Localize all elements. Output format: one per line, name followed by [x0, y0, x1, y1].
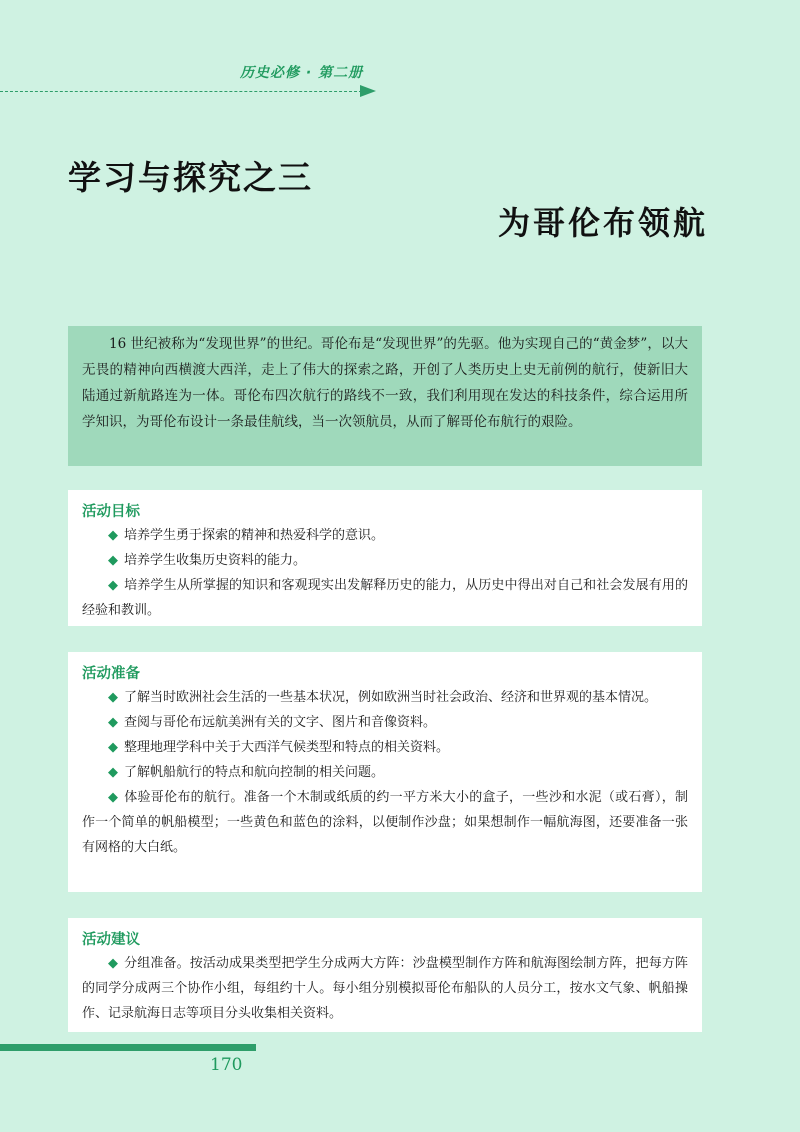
list-item: ◆ 了解当时欧洲社会生活的一些基本状况，例如欧洲当时社会政治、经济和世界观的基本情况。 — [108, 690, 658, 705]
diamond-icon: ◆ — [108, 690, 118, 705]
preparation-panel — [68, 652, 702, 892]
goals-panel — [68, 490, 702, 626]
diamond-icon: ◆ — [108, 790, 119, 805]
footer-bar — [0, 1044, 256, 1051]
diamond-icon: ◆ — [108, 740, 118, 755]
series-title: 学习与探究之三 — [68, 158, 313, 197]
header-dashed-line — [0, 91, 362, 92]
diamond-icon: ◆ — [108, 528, 118, 543]
list-item: ◆ 培养学生勇于探索的精神和热爱科学的意识。 — [108, 528, 385, 543]
goals-title: 活动目标 — [82, 504, 140, 520]
list-item: ◆ 了解帆船航行的特点和航向控制的相关问题。 — [108, 765, 385, 780]
list-item: ◆ 查阅与哥伦布远航美洲有关的文字、图片和音像资料。 — [108, 715, 437, 730]
suggestions-panel — [68, 918, 702, 1032]
page-title: 为哥伦布领航 — [498, 204, 709, 242]
suggestions-title: 活动建议 — [82, 932, 140, 948]
list-item: ◆ 整理地理学科中关于大西洋气候类型和特点的相关资料。 — [108, 740, 450, 755]
diamond-icon: ◆ — [108, 578, 119, 593]
diamond-icon: ◆ — [108, 553, 118, 568]
list-item: ◆ 体验哥伦布的航行。准备一个木制或纸质的约一平方米大小的盒子，一些沙和水泥（或石膏），制作一个简单的帆船模型；一些黄色和蓝色的涂料，以便制作沙盘；如果想制作一幅航海图，还要准备一张有网格的大白纸。 — [82, 790, 688, 855]
list-item: ◆ 培养学生收集历史资料的能力。 — [108, 553, 307, 568]
intro-text: 16 世纪被称为“发现世界”的世纪。哥伦布是“发现世界”的先驱。他为实现自己的“黄金梦”，以大无畏的精神向西横渡大西洋，走上了伟大的探索之路，开创了人类历史上史无前例的航行，使新旧大陆通过新航路连为一体。哥伦布四次航行的路线不一致，我们利用现在发达的科技条件，综合运用所学知识，为哥伦布设计一条最佳航线，当一次领航员，从而了解哥伦布航行的艰险。 — [82, 336, 688, 430]
list-item: ◆ 培养学生从所掌握的知识和客观现实出发解释历史的能力，从历史中得出对自己和社会发展有用的经验和教训。 — [82, 578, 688, 618]
arrow-icon — [360, 85, 376, 97]
list-item: ◆ 分组准备。按活动成果类型把学生分成两大方阵：沙盘模型制作方阵和航海图绘制方阵，把每方阵的同学分成两三个协作小组，每组约十人。每小组分别模拟哥伦布船队的人员分工，按水文气象、帆船操作、记录航海日志等项目分头收集相关资料。 — [82, 956, 688, 1021]
preparation-title: 活动准备 — [82, 666, 140, 682]
diamond-icon: ◆ — [108, 956, 119, 971]
diamond-icon: ◆ — [108, 715, 118, 730]
book-title: 历史必修 · 第二册 — [240, 65, 364, 81]
diamond-icon: ◆ — [108, 765, 118, 780]
page-number: 170 — [210, 1055, 243, 1075]
intro-box — [68, 326, 702, 466]
